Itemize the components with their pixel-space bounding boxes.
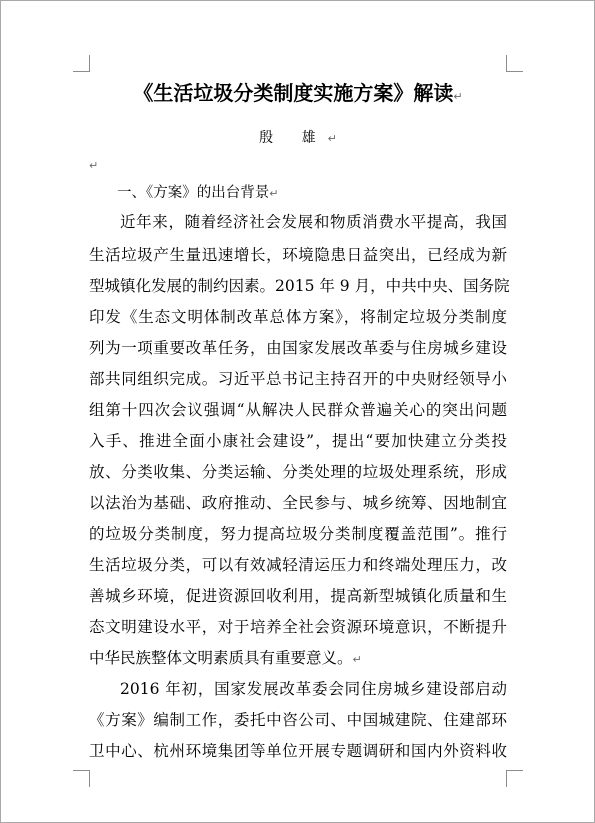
document-title[interactable] <box>89 77 507 106</box>
text-line: 以法治为基础、政府推动、全民参与、城乡统筹、因地制宜 <box>89 494 507 512</box>
text-line: 卫中心、杭州环境集团等单位开展专题调研和国内外资料收 <box>89 742 507 760</box>
author-name: 殷 雄 <box>259 130 328 146</box>
margin-corner-bottom-left <box>73 770 90 787</box>
text-line: 中华民族整体文明素质具有重要意义。 <box>89 649 353 667</box>
paragraph-mark: ↵ <box>269 187 279 200</box>
paragraph-mark: ↵ <box>453 90 463 103</box>
margin-corner-top-left <box>73 55 90 72</box>
text-line: 组第十四次会议强调“从解决人民群众普遍关心的突出问题 <box>89 401 507 419</box>
text-line: 2016 年初，国家发展改革委会同住房城乡建设部启动 <box>120 680 507 698</box>
text-line: 列为一项重要改革任务，由国家发展改革委与住房城乡建设 <box>89 339 507 357</box>
paragraph-mark: ↵ <box>89 159 99 172</box>
author-line[interactable] <box>89 127 507 147</box>
text-line-last <box>89 647 507 669</box>
text-line: 入手、推进全面小康社会建设”，提出“要加快建立分类投 <box>89 432 507 450</box>
section-heading-text: 一、《方案》的出台背景 <box>117 185 270 201</box>
text-line: 《方案》编制工作，委托中咨公司、中国城建院、住建部环 <box>89 711 507 729</box>
paragraph-mark: ↵ <box>327 132 337 145</box>
text-line: 印发《生态文明体制改革总体方案》，将制定垃圾分类制度 <box>89 308 507 326</box>
text-line: 型城镇化发展的制约因素。2015 年 9 月，中共中央、国务院 <box>89 277 510 295</box>
text-line: 近年来，随着经济社会发展和物质消费水平提高，我国 <box>120 213 507 231</box>
margin-corner-top-right <box>506 55 523 72</box>
empty-paragraph[interactable] <box>89 158 98 174</box>
text-line: 放、分类收集、分类运输、分类处理的垃圾处理系统，形成 <box>89 463 507 481</box>
margin-corner-bottom-right <box>506 770 523 787</box>
paragraph-mark: ↵ <box>352 653 362 666</box>
text-line: 生活垃圾分类，可以有效减轻清运压力和终端处理压力，改 <box>89 556 507 574</box>
document-title-text: 《生活垃圾分类制度实施方案》解读 <box>133 81 454 105</box>
text-line: 态文明建设水平，对于培养全社会资源环境意识，不断提升 <box>89 618 507 636</box>
text-line: 善城乡环境，促进资源回收利用，提高新型城镇化质量和生 <box>89 587 507 605</box>
section-heading[interactable] <box>117 183 278 204</box>
text-line: 生活垃圾产生量迅速增长，环境隐患日益突出，已经成为新 <box>89 246 507 264</box>
text-line: 的垃圾分类制度，努力提高垃圾分类制度覆盖范围”。推行 <box>89 525 507 543</box>
text-line: 部共同组织完成。习近平总书记主持召开的中央财经领导小 <box>89 370 507 388</box>
